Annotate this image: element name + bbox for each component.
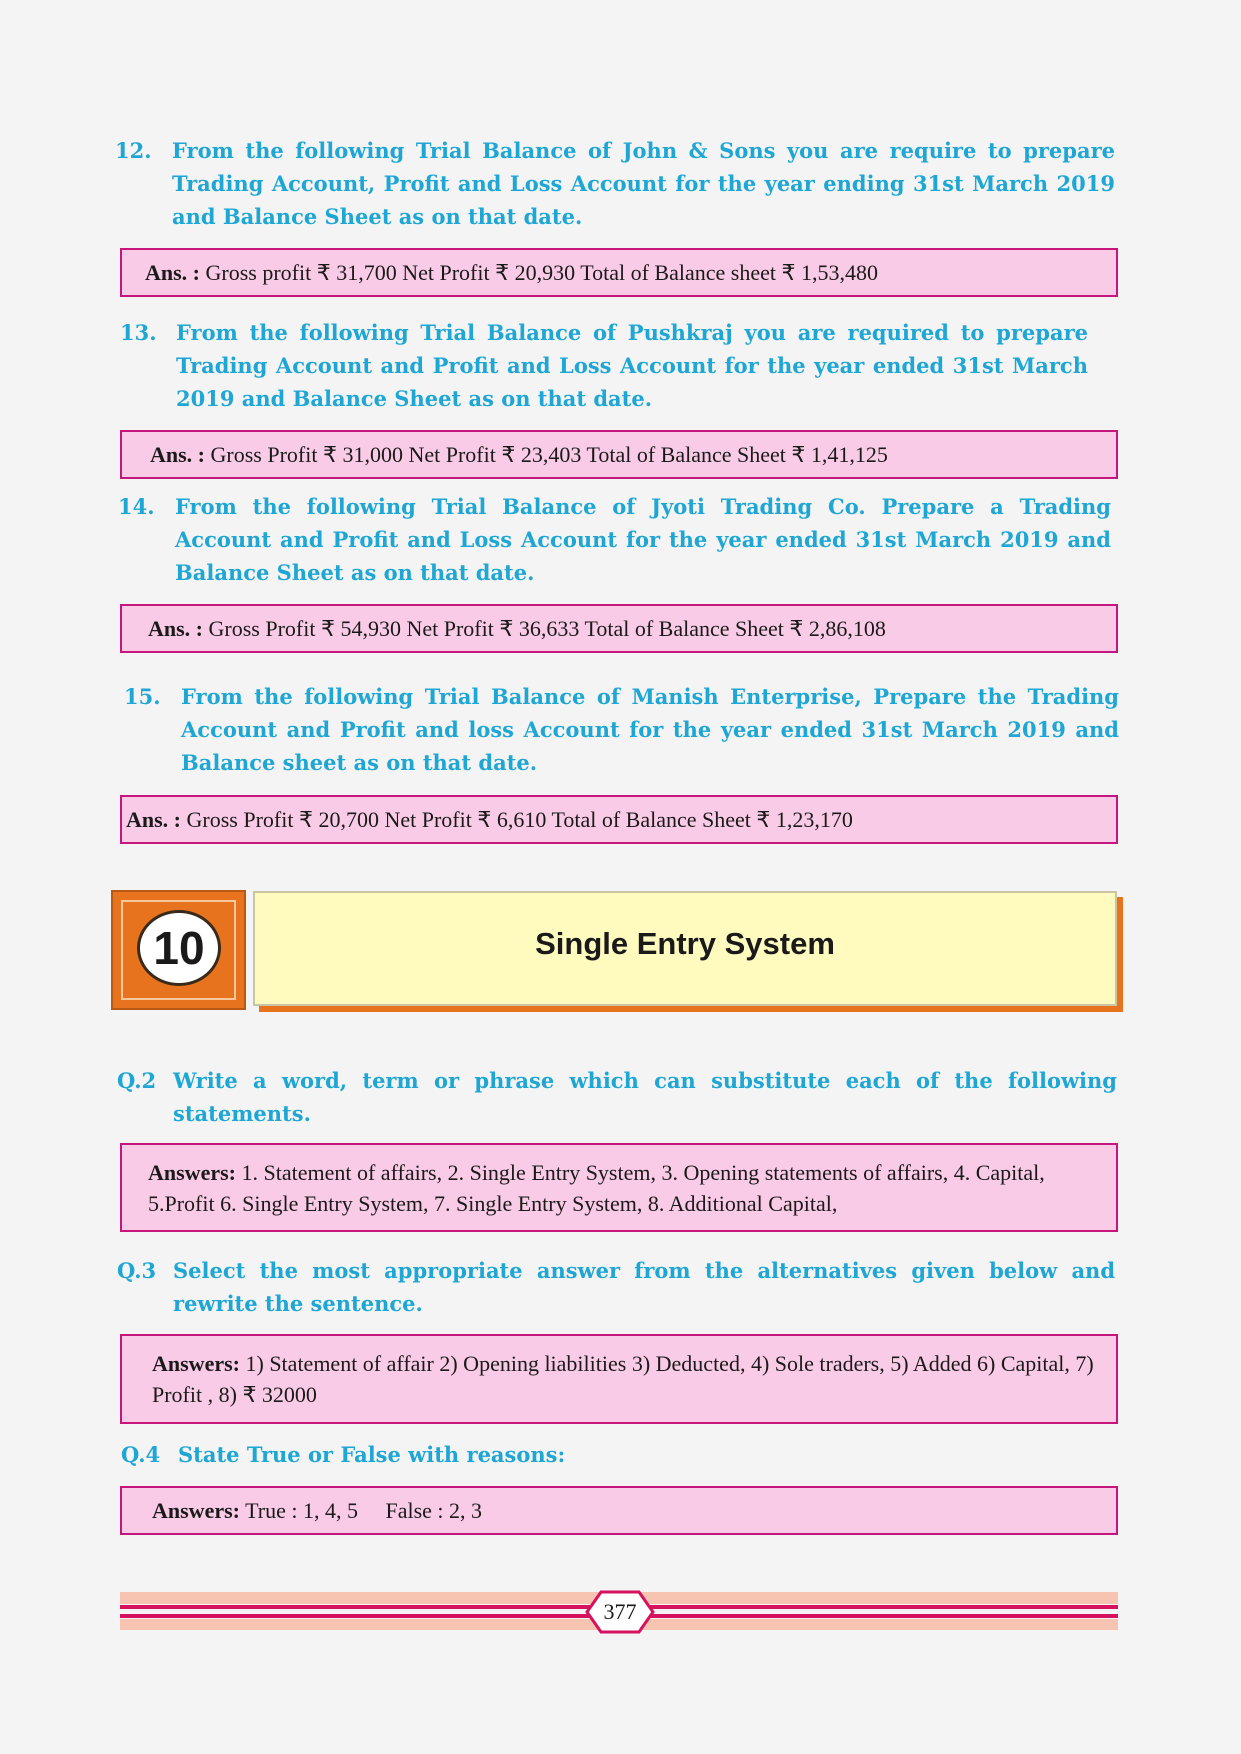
- answer-box-q3: [120, 1334, 1118, 1424]
- question-q2: [117, 1064, 1117, 1130]
- question-14: [118, 490, 1111, 589]
- answer-box-q2: [120, 1143, 1118, 1232]
- answer-box-12: [120, 248, 1118, 297]
- question-number: 15.: [124, 684, 161, 709]
- answer-label: Answers:: [152, 1498, 240, 1523]
- question-text: Select the most appropriate answer from the alternatives given below and rewrite the sentence.: [173, 1258, 1115, 1316]
- question-number: Q.2: [117, 1068, 157, 1093]
- answer-box-13: [120, 430, 1118, 479]
- answer-box-14: [120, 604, 1118, 653]
- chapter-title: Single Entry System: [535, 926, 835, 961]
- answer-text: 1) Statement of affair 2) Opening liabilities 3) Deducted, 4) Sole traders, 5) Added 6) Capital, 7) Profit , 8) ₹ 32000: [152, 1351, 1094, 1407]
- question-text: Write a word, term or phrase which can substitute each of the following statements.: [173, 1068, 1117, 1126]
- question-text: From the following Trial Balance of Manish Enterprise, Prepare the Trading Account and Profit and loss Account for the year ended 31st March 2019 and Balance sheet as on that date.: [181, 684, 1119, 775]
- answer-text: Gross profit ₹ 31,700 Net Profit ₹ 20,930 Total of Balance sheet ₹ 1,53,480: [205, 260, 878, 285]
- answer-label: Answers:: [148, 1160, 236, 1185]
- answer-box-15: [120, 795, 1118, 844]
- answer-label: Answers:: [152, 1351, 240, 1376]
- question-text: State True or False with reasons:: [178, 1442, 566, 1467]
- answer-label: Ans. :: [150, 442, 206, 467]
- question-number: 14.: [118, 494, 155, 519]
- question-13: [120, 316, 1088, 415]
- answer-box-q4: [120, 1486, 1118, 1535]
- answer-text: Gross Profit ₹ 31,000 Net Profit ₹ 23,403 Total of Balance Sheet ₹ 1,41,125: [210, 442, 888, 467]
- question-12: [115, 134, 1115, 233]
- answer-text: 1. Statement of affairs, 2. Single Entry System, 3. Opening statements of affairs, 4. Capital, 5.Profit 6. Single Entry System, 7. Single Entry System, 8. Additional Capital,: [148, 1160, 1045, 1216]
- question-number: 13.: [120, 320, 157, 345]
- chapter-header: [253, 891, 1117, 1006]
- chapter-badge: [111, 890, 246, 1010]
- question-q3: [117, 1254, 1115, 1320]
- answer-label: Ans. :: [148, 616, 204, 641]
- question-q4: [121, 1438, 1111, 1471]
- question-text: From the following Trial Balance of John & Sons you are require to prepare Trading Account, Profit and Loss Account for the year ending 31st March 2019 and Balance Sheet as on that date.: [172, 138, 1115, 229]
- question-number: 12.: [115, 138, 152, 163]
- question-number: Q.3: [117, 1258, 157, 1283]
- answer-label: Ans. :: [145, 260, 201, 285]
- question-text: From the following Trial Balance of Jyoti Trading Co. Prepare a Trading Account and Profit and Loss Account for the year ended 31st March 2019 and Balance Sheet as on that date.: [175, 494, 1111, 585]
- answer-text: Gross Profit ₹ 54,930 Net Profit ₹ 36,633 Total of Balance Sheet ₹ 2,86,108: [208, 616, 886, 641]
- answer-text: Gross Profit ₹ 20,700 Net Profit ₹ 6,610 Total of Balance Sheet ₹ 1,23,170: [186, 807, 853, 832]
- answer-label: Ans. :: [126, 807, 182, 832]
- answer-text: True : 1, 4, 5 False : 2, 3: [245, 1498, 483, 1523]
- page-number: 377: [603, 1599, 637, 1624]
- question-text: From the following Trial Balance of Pushkraj you are required to prepare Trading Account and Profit and Loss Account for the year ended 31st March 2019 and Balance Sheet as on that date.: [176, 320, 1088, 411]
- chapter-number: 10: [137, 910, 221, 986]
- question-number: Q.4: [121, 1442, 161, 1467]
- question-15: [124, 680, 1119, 779]
